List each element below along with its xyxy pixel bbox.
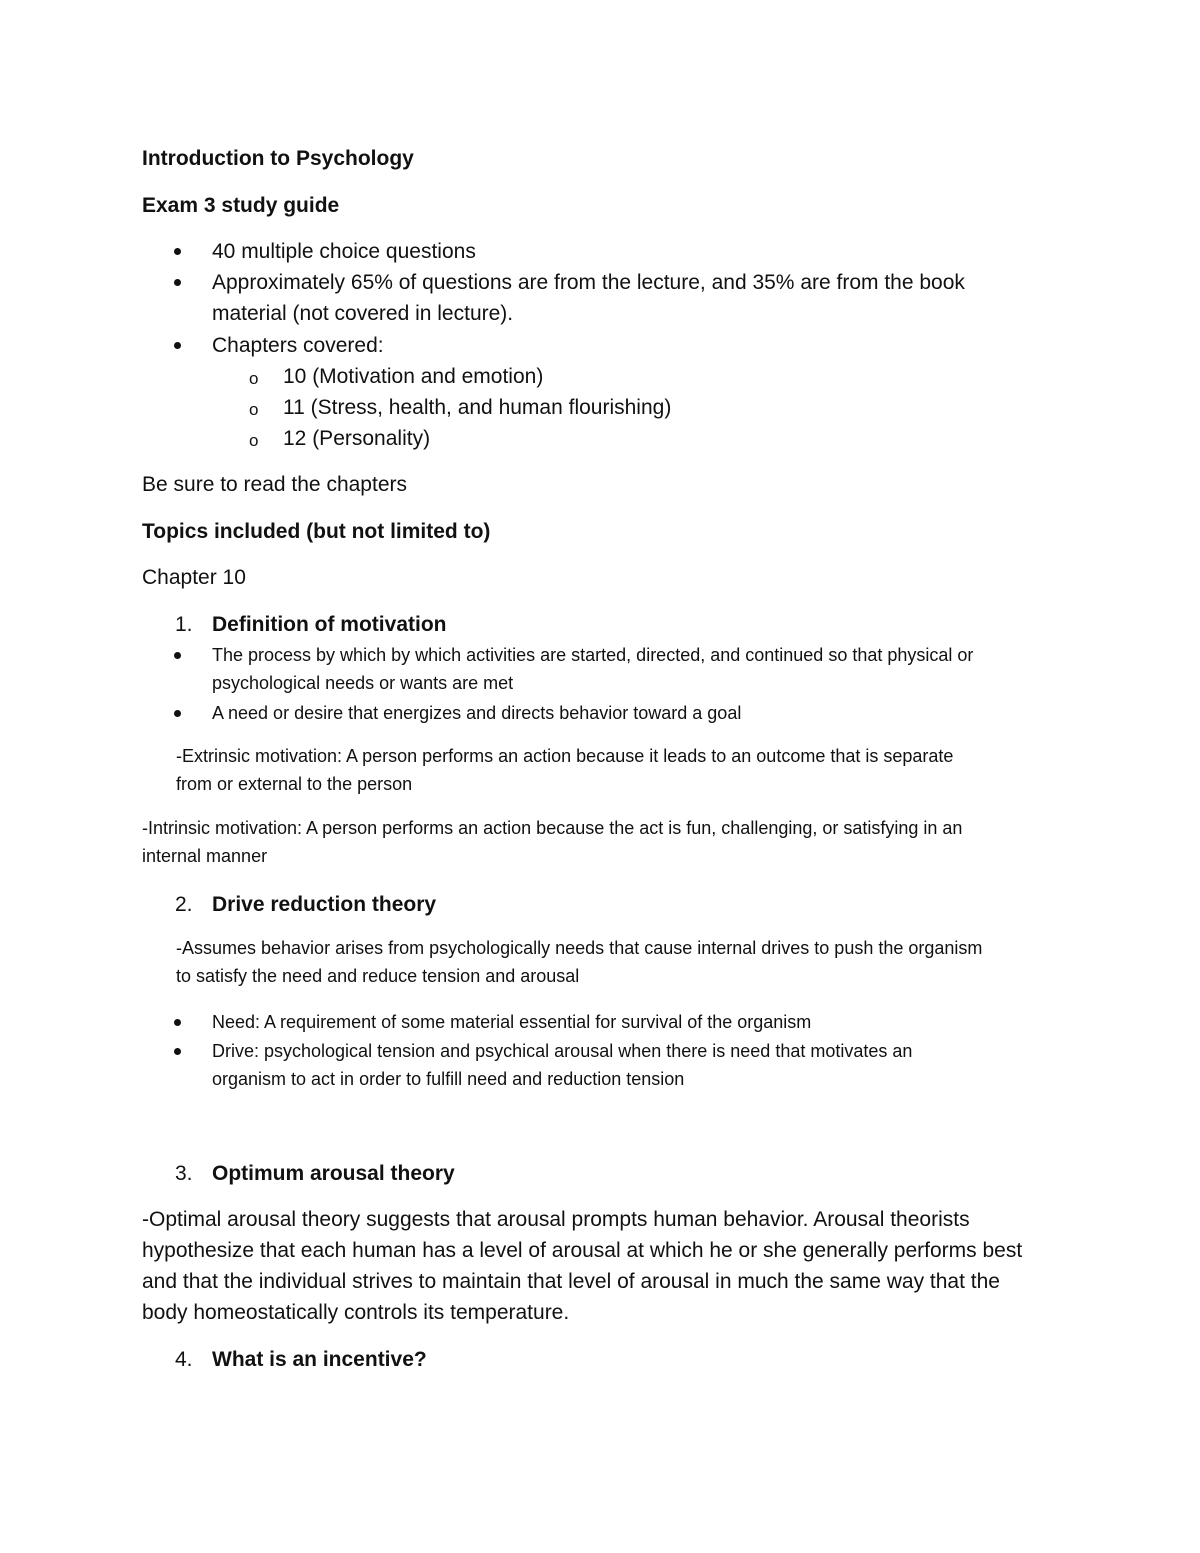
intrinsic-definition: -Intrinsic motivation: A person performs an action because the act is fun, challenging, or satisfying in an xyxy=(142,818,963,838)
section-4-title: What is an incentive? xyxy=(212,1348,427,1371)
s2-bullet-drive-cont: organism to act in order to fulfill need and reduction tension xyxy=(212,1069,685,1089)
chapter-item-11: 11 (Stress, health, and human flourishing) xyxy=(283,396,672,419)
section-1-title: Definition of motivation xyxy=(212,613,447,636)
overview-bullet-2-cont: material (not covered in lecture). xyxy=(212,302,514,325)
section-4-number: 4. xyxy=(175,1348,193,1371)
s2-bullet-need: Need: A requirement of some material essential for survival of the organism xyxy=(212,1012,812,1032)
circle-bullet-icon: o xyxy=(249,431,259,450)
reminder-text: Be sure to read the chapters xyxy=(142,473,407,496)
intrinsic-definition-cont: internal manner xyxy=(142,846,268,866)
extrinsic-definition: -Extrinsic motivation: A person performs an action because it leads to an outcome that is separate xyxy=(176,746,954,766)
section-2-title: Drive reduction theory xyxy=(212,893,437,916)
s3-paragraph-line-4: body homeostatically controls its temperature. xyxy=(142,1301,570,1324)
s3-paragraph-line-2: hypothesize that each human has a level of arousal at which he or she generally performs best xyxy=(142,1239,1023,1262)
bullet-icon xyxy=(174,710,181,717)
s1-bullet-2: A need or desire that energizes and directs behavior toward a goal xyxy=(212,703,742,723)
chapter-item-12: 12 (Personality) xyxy=(283,427,431,450)
s1-bullet-1: The process by which by which activities are started, directed, and continued so that physical or xyxy=(212,645,974,665)
bullet-icon xyxy=(174,652,181,659)
section-1-number: 1. xyxy=(175,613,193,636)
s2-description-cont: to satisfy the need and reduce tension and arousal xyxy=(176,966,580,986)
circle-bullet-icon: o xyxy=(249,369,259,388)
section-2-number: 2. xyxy=(175,893,193,916)
extrinsic-definition-cont: from or external to the person xyxy=(176,774,413,794)
section-3-title: Optimum arousal theory xyxy=(212,1162,455,1185)
s3-paragraph-line-3: and that the individual strives to maintain that level of arousal in much the same way that the xyxy=(142,1270,1000,1293)
s3-paragraph-line-1: -Optimal arousal theory suggests that arousal prompts human behavior. Arousal theorists xyxy=(142,1208,970,1231)
chapter-heading: Chapter 10 xyxy=(142,566,246,589)
bullet-icon xyxy=(174,1019,181,1026)
bullet-icon xyxy=(174,1048,181,1055)
bullet-icon xyxy=(174,248,181,255)
topics-heading: Topics included (but not limited to) xyxy=(142,520,491,543)
section-3-number: 3. xyxy=(175,1162,193,1185)
s2-bullet-drive: Drive: psychological tension and psychical arousal when there is need that motivates an xyxy=(212,1041,913,1061)
guide-title: Exam 3 study guide xyxy=(142,194,340,217)
overview-bullet-3: Chapters covered: xyxy=(212,334,384,357)
bullet-icon xyxy=(174,342,181,349)
bullet-icon xyxy=(174,279,181,286)
course-title: Introduction to Psychology xyxy=(142,147,414,170)
chapter-item-10: 10 (Motivation and emotion) xyxy=(283,365,544,388)
s1-bullet-1-cont: psychological needs or wants are met xyxy=(212,673,514,693)
overview-bullet-1: 40 multiple choice questions xyxy=(212,240,476,263)
overview-bullet-2: Approximately 65% of questions are from the lecture, and 35% are from the book xyxy=(212,271,965,294)
circle-bullet-icon: o xyxy=(249,400,259,419)
s2-description: -Assumes behavior arises from psychologically needs that cause internal drives to push the organism xyxy=(176,938,983,958)
